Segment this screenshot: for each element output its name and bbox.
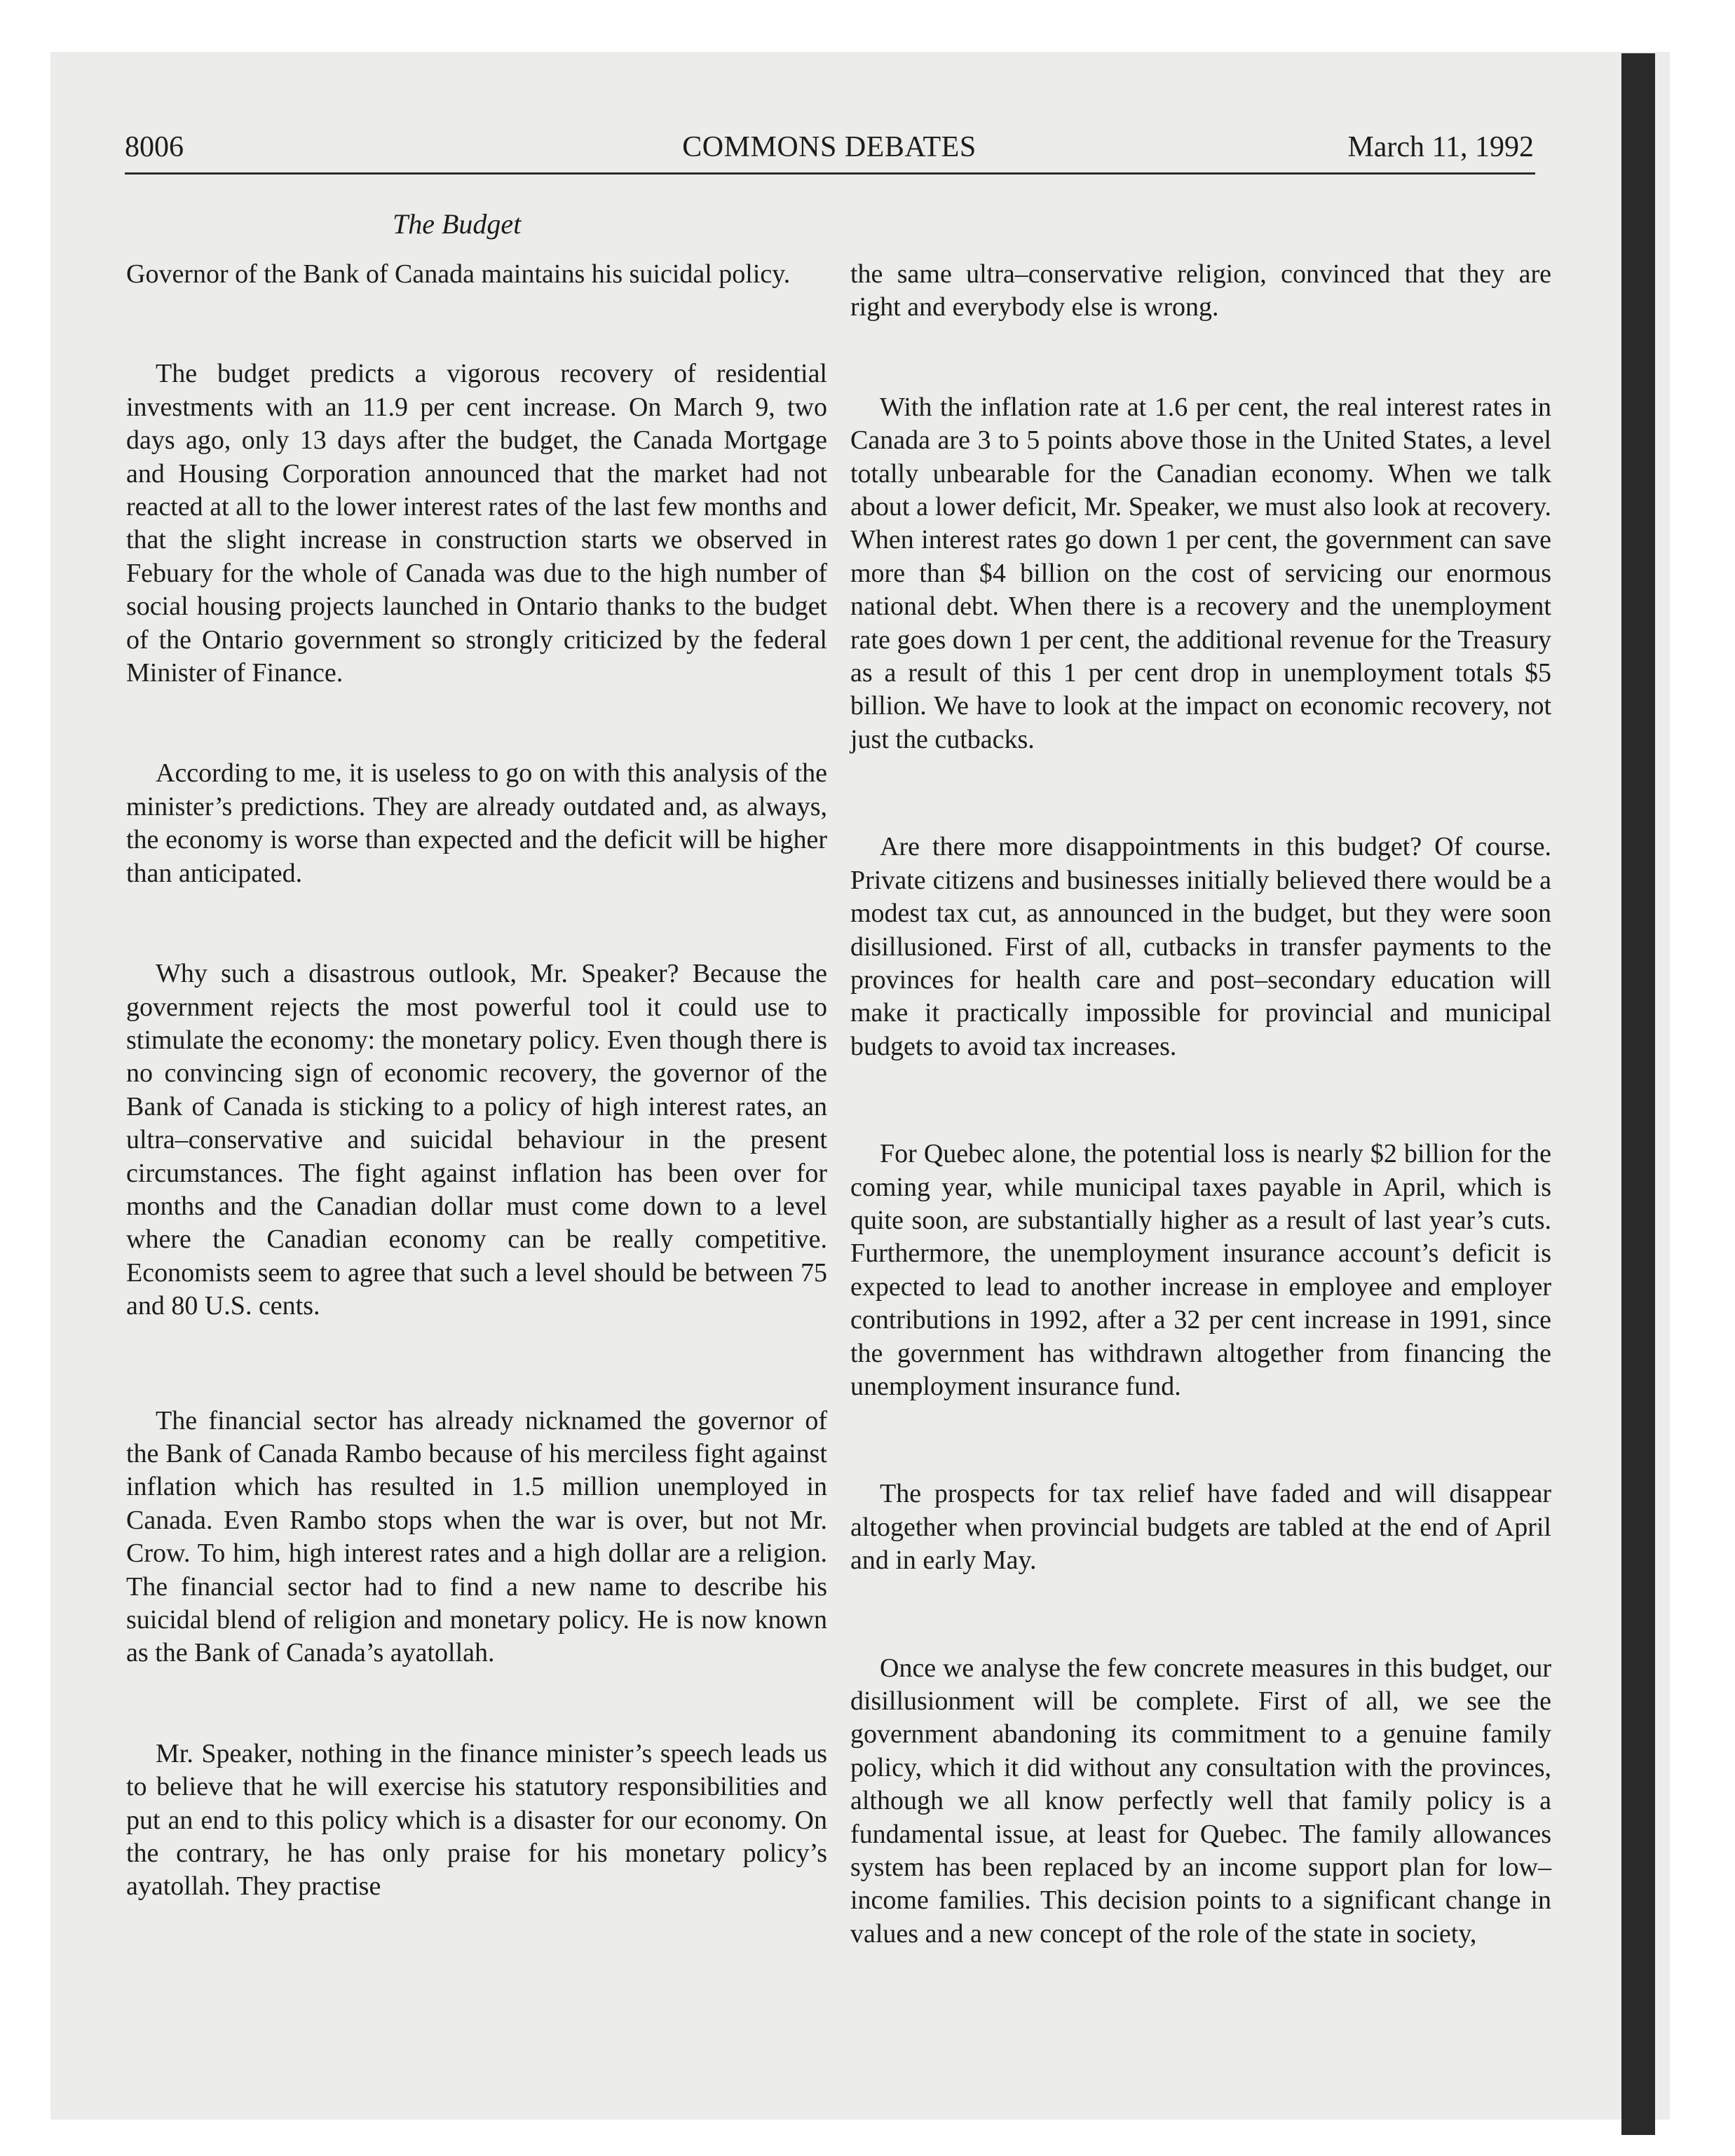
- paragraph: Mr. Speaker, nothing in the finance minister’s speech leads us to believe that he will exercise his statutory responsibilities and put an end to this policy which is a disaster for our economy. On the contrary, he has only praise for his monetary policy’s ayatollah. They practise: [126, 1738, 827, 1902]
- paragraph: According to me, it is useless to go on with this analysis of the minister’s predictions. They are already outdated and, as always, the economy is worse than expected and the deficit will be higher than anticipated.: [126, 758, 827, 888]
- paragraph: The budget predicts a vigorous recovery of residential investments with an 11.9 per cent increase. On March 9, two days ago, only 13 days after the budget, the Canada Mortgage and Housing Corporation announced that the market had not reacted at all to the lower interest rates of the last few months and that the slight increase in construction starts we observed in Febuary for the whole of Canada was due to the high number of social housing projects launched in Ontario thanks to the budget of the Ontario government so strongly criticized by the federal Minister of Finance.: [126, 359, 827, 688]
- page-number: 8006: [125, 131, 184, 163]
- paragraph: The prospects for tax relief have faded and will disappear altogether when provincial budgets are tabled at the end of April and in early May.: [850, 1479, 1551, 1576]
- header-rule: [125, 172, 1535, 175]
- page-header: [125, 130, 1534, 170]
- paragraph: For Quebec alone, the potential loss is nearly $2 billion for the coming year, while municipal taxes payable in April, which is quite soon, are substantially higher as a result of last year’s cuts. Furthermore, the unemployment insurance account’s deficit is expected to lead to another increase in employee and employer contributions in 1992, after a 32 per cent increase in 1991, since the government has withdrawn altogether from financing the unemployment insurance fund.: [850, 1139, 1551, 1401]
- publication-date: March 11, 1992: [1347, 131, 1534, 163]
- publication-title: COMMONS DEBATES: [682, 131, 977, 163]
- right-column: [850, 258, 1551, 1951]
- section-title: The Budget: [393, 208, 522, 240]
- left-column: [126, 258, 827, 1904]
- paragraph: With the inflation rate at 1.6 per cent, the real interest rates in Canada are 3 to 5 points above those in the United States, a level totally unbearable for the Canadian economy. When we talk about a lower deficit, Mr. Speaker, we must also look at recovery. When interest rates go down 1 per cent, the government can save more than $4 billion on the cost of servicing our enormous national debt. When there is a recovery and the unemployment rate goes down 1 per cent, the additional revenue for the Treasury as a result of this 1 per cent drop in unemployment totals $5 billion. We have to look at the impact on economic recovery, not just the cutbacks.: [850, 392, 1551, 754]
- scan-edge-shadow: [1621, 53, 1655, 2135]
- paragraph: Governor of the Bank of Canada maintains his suicidal policy.: [126, 259, 791, 289]
- paragraph: Why such a disastrous outlook, Mr. Speaker? Because the government rejects the most powerful tool it could use to stimulate the economy: the monetary policy. Even though there is no convincing sign of economic recovery, the governor of the Bank of Canada is sticking to a policy of high interest rates, an ultra–conservative and suicidal behaviour in the present circumstances. The fight against inflation has been over for months and the Canadian dollar must come down to a level where the Canadian economy can be really competitive. Economists seem to agree that such a level should be between 75 and 80 U.S. cents.: [126, 959, 827, 1321]
- paragraph: the same ultra–conservative religion, convinced that they are right and everybody else is wrong.: [850, 259, 1551, 322]
- paragraph: Once we analyse the few concrete measures in this budget, our disillusionment will be complete. First of all, we see the government abandoning its commitment to a genuine family policy, which it did without any consultation with the provinces, although we all know perfectly well that family policy is a fundamental issue, at least for Quebec. The family allowances system has been replaced by an income support plan for low–income families. This decision points to a significant change in values and a new concept of the role of the state in society,: [850, 1653, 1551, 1949]
- paragraph: Are there more disappointments in this budget? Of course. Private citizens and businesses initially believed there would be a modest tax cut, as announced in the budget, but they were soon disillusioned. First of all, cutbacks in transfer payments to the provinces for health care and post–secondary education will make it practically impossible for provincial and municipal budgets to avoid tax increases.: [850, 832, 1551, 1061]
- paragraph: The financial sector has already nicknamed the governor of the Bank of Canada Rambo because of his merciless fight against inflation which has resulted in 1.5 million unemployed in Canada. Even Rambo stops when the war is over, but not Mr. Crow. To him, high interest rates and a high dollar are a religion. The financial sector had to find a new name to describe his suicidal blend of religion and monetary policy. He is now known as the Bank of Canada’s ayatollah.: [126, 1405, 827, 1668]
